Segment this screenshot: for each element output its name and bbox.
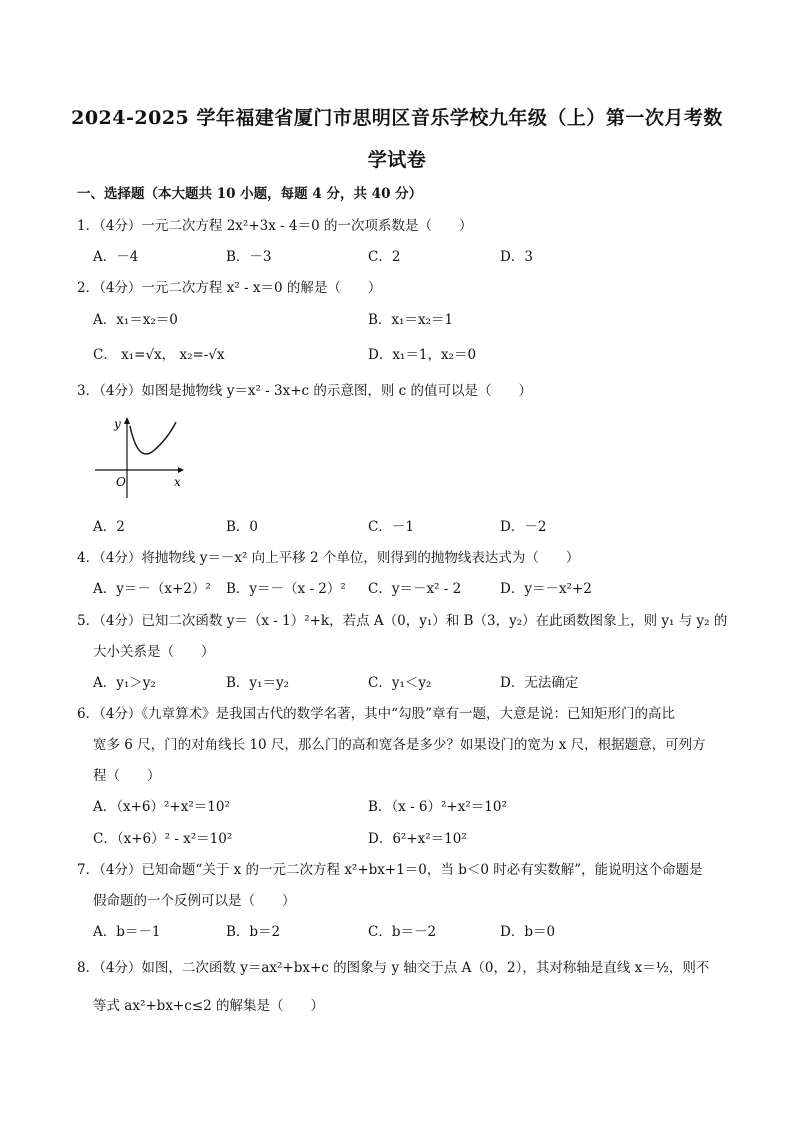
q1-option-c: C．2 <box>368 249 401 265</box>
question-7: 7．（4分）已知命题“关于 x 的一元二次方程 x²+bx+1＝0，当 b＜0 时必有实数解”，能说明这个命题是 <box>77 862 703 878</box>
q6-option-d: D．6²+x²＝10² <box>368 831 467 847</box>
question-4: 4．（4分）将抛物线 y＝－x² 向上平移 2 个单位，则得到的抛物线表达式为（ ） <box>77 550 580 566</box>
q4-option-d: D．y＝－x²+2 <box>500 581 592 597</box>
section-heading: 一、选择题（本大题共 10 小题，每题 4 分，共 40 分） <box>77 186 423 202</box>
question-3: 3．（4分）如图是抛物线 y＝x² - 3x+c 的示意图，则 c 的值可以是（ ） <box>77 383 533 399</box>
graph-origin-label: O <box>116 475 126 489</box>
q3-option-d: D．－2 <box>500 519 547 535</box>
q7-option-d: D．b＝0 <box>500 924 556 940</box>
q1-option-a: A．－4 <box>93 249 139 265</box>
question-6-cont1: 宽多 6 尺，门的对角线长 10 尺，那么门的高和宽各是多少？如果设门的宽为 x 尺，根据题意，可列方 <box>93 737 706 753</box>
q4-option-a: A．y＝－（x+2）² <box>93 581 211 597</box>
q5-option-d: D．无法确定 <box>500 675 579 691</box>
q2-option-d: D．x₁＝1，x₂＝0 <box>368 347 477 363</box>
q7-option-a: A．b＝－1 <box>93 924 161 940</box>
question-2: 2．（4分）一元二次方程 x² - x＝0 的解是（ ） <box>77 280 382 296</box>
q2-option-c: C． x₁=√x， x₂=-√x <box>93 347 225 363</box>
q5-option-b: B．y₁＝y₂ <box>226 675 289 691</box>
q2-option-a: A．x₁＝x₂＝0 <box>93 312 178 328</box>
q6-option-c: C．（x+6）² - x²＝10² <box>93 831 233 847</box>
question-6-cont2: 程（ ） <box>93 768 161 784</box>
question-6: 6．（4分）《九章算术》是我国古代的数学名著，其中“勾股”章有一题，大意是说：已知矩形门的高比 <box>77 706 675 722</box>
q5-option-a: A．y₁＞y₂ <box>93 675 156 691</box>
q3-option-a: A．2 <box>93 519 125 535</box>
question-5-cont: 大小关系是（ ） <box>93 644 215 660</box>
question-1: 1．（4分）一元二次方程 2x²+3x - 4＝0 的一次项系数是（ ） <box>77 218 473 234</box>
paper-title-line1: 2024-2025 学年福建省厦门市思明区音乐学校九年级（上）第一次月考数 <box>71 107 723 129</box>
q4-option-b: B．y＝－（x - 2）² <box>226 581 346 597</box>
q3-option-b: B．0 <box>226 519 259 535</box>
q6-option-a: A．（x+6）²+x²＝10² <box>93 799 230 815</box>
q1-option-b: B．－3 <box>226 249 272 265</box>
q2-option-b: B．x₁＝x₂＝1 <box>368 312 454 328</box>
graph-y-label: y <box>114 417 121 431</box>
q5-option-c: C．y₁＜y₂ <box>368 675 432 691</box>
question-8-cont: 等式 ax²+bx+c≤2 的解集是（ ） <box>93 998 324 1014</box>
q4-option-c: C．y＝－x² - 2 <box>368 581 462 597</box>
paper-title-line2: 学试卷 <box>367 149 427 171</box>
q7-option-c: C．b＝－2 <box>368 924 437 940</box>
q1-option-d: D．3 <box>500 249 533 265</box>
graph-x-label: x <box>174 475 181 489</box>
parabola-sketch <box>92 414 186 500</box>
q3-option-c: C．－1 <box>368 519 414 535</box>
q7-option-b: B．b＝2 <box>226 924 281 940</box>
question-5: 5．（4分）已知二次函数 y＝（x - 1）²+k，若点 A（0，y₁）和 B（3，y₂）在此函数图象上，则 y₁ 与 y₂ 的 <box>77 613 728 629</box>
q6-option-b: B．（x - 6）²+x²＝10² <box>368 799 507 815</box>
question-7-cont: 假命题的一个反例可以是（ ） <box>93 893 296 909</box>
question-8: 8．（4分）如图，二次函数 y＝ax²+bx+c 的图象与 y 轴交于点 A（0，2），其对称轴是直线 x＝½，则不 <box>77 960 710 976</box>
